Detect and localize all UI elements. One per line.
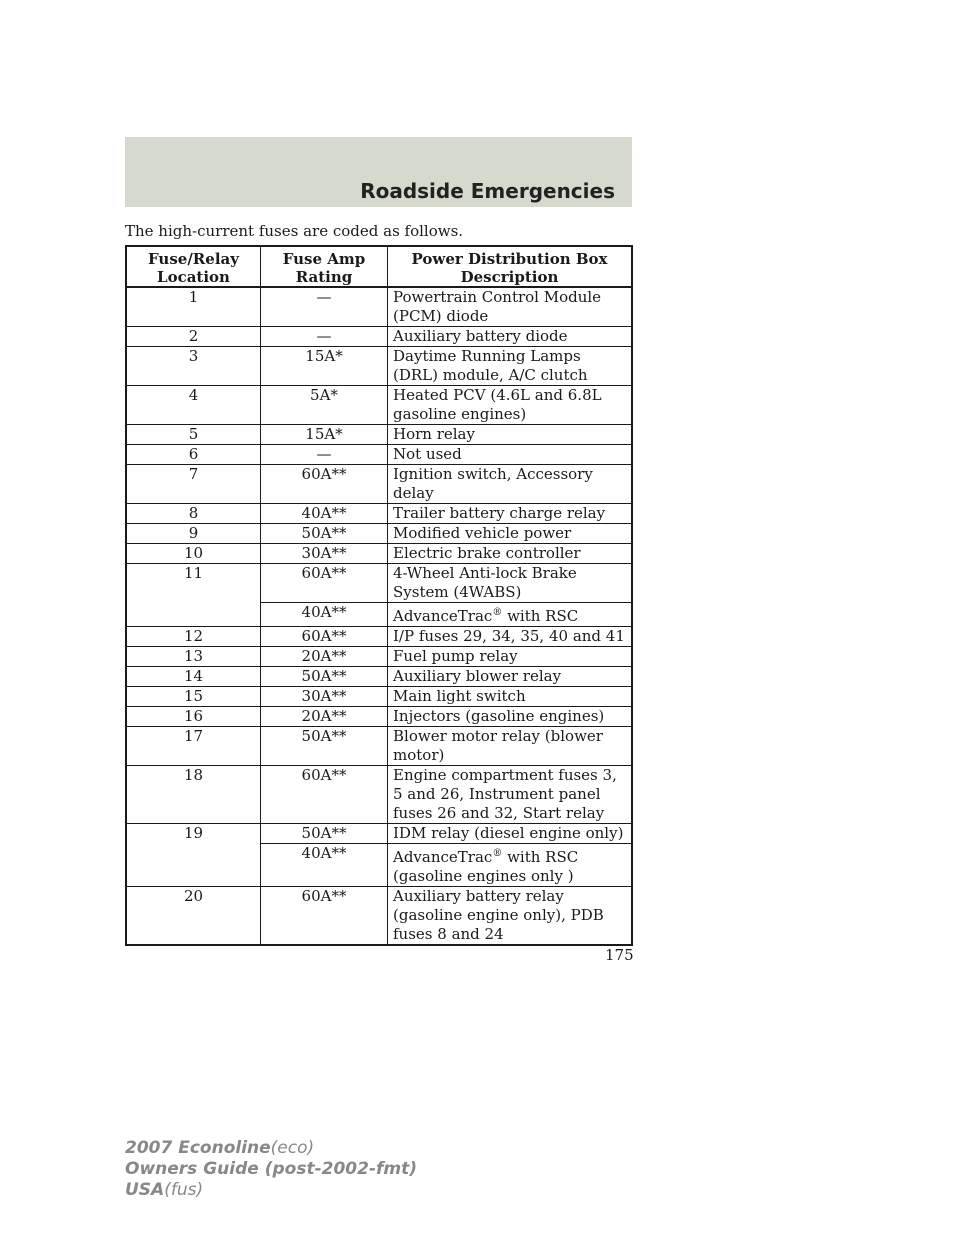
fuse-description-cell: Heated PCV (4.6L and 6.8L gasoline engines) [388, 386, 633, 425]
table-row [126, 327, 632, 347]
fuse-description-cell: Auxiliary battery relay (gasoline engine only), PDB fuses 8 and 24 [388, 887, 633, 946]
fuse-location-cell: 9 [126, 524, 261, 544]
table-row [126, 425, 632, 445]
fuse-location-cell: 20 [126, 887, 261, 946]
table-row [126, 824, 632, 844]
fuse-location-cell: 17 [126, 727, 261, 766]
table-row [126, 627, 632, 647]
table-row [126, 347, 632, 386]
column-header-amp-rating: Fuse Amp Rating [261, 246, 388, 287]
fuse-amp-cell: 60A** [261, 465, 388, 504]
fuse-description-cell: 4-Wheel Anti-lock Brake System (4WABS) [388, 564, 633, 603]
fuse-description-cell: IDM relay (diesel engine only) [388, 824, 633, 844]
table-row [126, 707, 632, 727]
fuse-description-cell: Ignition switch, Accessory delay [388, 465, 633, 504]
fuse-description-cell: AdvanceTrac® with RSC (gasoline engines only ) [388, 844, 633, 887]
fuse-description-cell: Fuel pump relay [388, 647, 633, 667]
fuse-table [125, 245, 633, 946]
fuse-location-cell: 6 [126, 445, 261, 465]
fuse-description-cell: AdvanceTrac® with RSC [388, 603, 633, 627]
table-row [126, 647, 632, 667]
fuse-amp-cell: 60A** [261, 564, 388, 603]
fuse-location-cell: 14 [126, 667, 261, 687]
footer-model-code: (eco) [270, 1138, 315, 1158]
table-row [126, 544, 632, 564]
footer-region-code: (fus) [164, 1180, 204, 1200]
fuse-description-cell: Daytime Running Lamps (DRL) module, A/C clutch [388, 347, 633, 386]
table-row [126, 887, 632, 946]
fuse-location-cell: 19 [126, 824, 261, 887]
fuse-description-cell: Engine compartment fuses 3, 5 and 26, Instrument panel fuses 26 and 32, Start relay [388, 766, 633, 824]
column-header-location: Fuse/Relay Location [126, 246, 261, 287]
fuse-amp-cell: 20A** [261, 647, 388, 667]
fuse-description-cell: Not used [388, 445, 633, 465]
fuse-description-cell: I/P fuses 29, 34, 35, 40 and 41 [388, 627, 633, 647]
fuse-location-cell: 5 [126, 425, 261, 445]
table-row [126, 386, 632, 425]
fuse-location-cell: 3 [126, 347, 261, 386]
fuse-description-cell: Main light switch [388, 687, 633, 707]
fuse-location-cell: 13 [126, 647, 261, 667]
fuse-description-cell: Horn relay [388, 425, 633, 445]
fuse-amp-cell: — [261, 445, 388, 465]
fuse-location-cell: 1 [126, 287, 261, 327]
fuse-amp-cell: 50A** [261, 667, 388, 687]
table-row [126, 287, 632, 327]
table-header-row [126, 246, 632, 287]
registered-mark: ® [492, 607, 503, 618]
column-header-description: Power Distribution Box Description [388, 246, 633, 287]
fuse-amp-cell: 40A** [261, 844, 388, 887]
fuse-amp-cell: 50A** [261, 727, 388, 766]
footer-model-line [125, 1138, 417, 1159]
fuse-table-body [126, 287, 632, 945]
fuse-location-cell: 12 [126, 627, 261, 647]
fuse-amp-cell: 50A** [261, 824, 388, 844]
footer-guide: Owners Guide (post-2002-fmt) [125, 1159, 418, 1179]
fuse-amp-cell: 15A* [261, 347, 388, 386]
fuse-amp-cell: — [261, 327, 388, 347]
fuse-description-cell: Trailer battery charge relay [388, 504, 633, 524]
fuse-location-cell: 18 [126, 766, 261, 824]
registered-mark: ® [492, 848, 503, 859]
fuse-amp-cell: 40A** [261, 603, 388, 627]
fuse-amp-cell: 30A** [261, 687, 388, 707]
intro-text: The high-current fuses are coded as follows. [125, 222, 464, 240]
fuse-location-cell: 2 [126, 327, 261, 347]
fuse-location-cell: 4 [126, 386, 261, 425]
fuse-location-cell: 7 [126, 465, 261, 504]
footer [125, 1138, 417, 1201]
fuse-amp-cell: 40A** [261, 504, 388, 524]
fuse-description-cell: Blower motor relay (blower motor) [388, 727, 633, 766]
table-row [126, 687, 632, 707]
fuse-description-cell: Powertrain Control Module (PCM) diode [388, 287, 633, 327]
fuse-amp-cell: 60A** [261, 766, 388, 824]
fuse-location-cell: 16 [126, 707, 261, 727]
footer-region: USA [125, 1180, 165, 1200]
fuse-description-cell: Injectors (gasoline engines) [388, 707, 633, 727]
table-row [126, 465, 632, 504]
section-title: Roadside Emergencies [360, 179, 615, 203]
table-row [126, 504, 632, 524]
fuse-description-cell: Auxiliary blower relay [388, 667, 633, 687]
footer-model: 2007 Econoline [125, 1138, 271, 1158]
fuse-amp-cell: 60A** [261, 887, 388, 946]
fuse-location-cell: 8 [126, 504, 261, 524]
fuse-location-cell: 11 [126, 564, 261, 627]
fuse-location-cell: 10 [126, 544, 261, 564]
fuse-location-cell: 15 [126, 687, 261, 707]
fuse-amp-cell: 50A** [261, 524, 388, 544]
table-row [126, 524, 632, 544]
fuse-amp-cell: — [261, 287, 388, 327]
fuse-amp-cell: 60A** [261, 627, 388, 647]
fuse-description-cell: Modified vehicle power [388, 524, 633, 544]
fuse-description-cell: Auxiliary battery diode [388, 327, 633, 347]
fuse-amp-cell: 30A** [261, 544, 388, 564]
footer-region-line [125, 1180, 417, 1201]
table-row [126, 564, 632, 603]
table-row [126, 445, 632, 465]
fuse-amp-cell: 15A* [261, 425, 388, 445]
footer-guide-line [125, 1159, 417, 1180]
section-header-band [125, 137, 632, 207]
fuse-amp-cell: 5A* [261, 386, 388, 425]
table-row [126, 667, 632, 687]
fuse-description-cell: Electric brake controller [388, 544, 633, 564]
table-row [126, 766, 632, 824]
page-number: 175 [605, 946, 634, 964]
fuse-amp-cell: 20A** [261, 707, 388, 727]
table-row [126, 727, 632, 766]
